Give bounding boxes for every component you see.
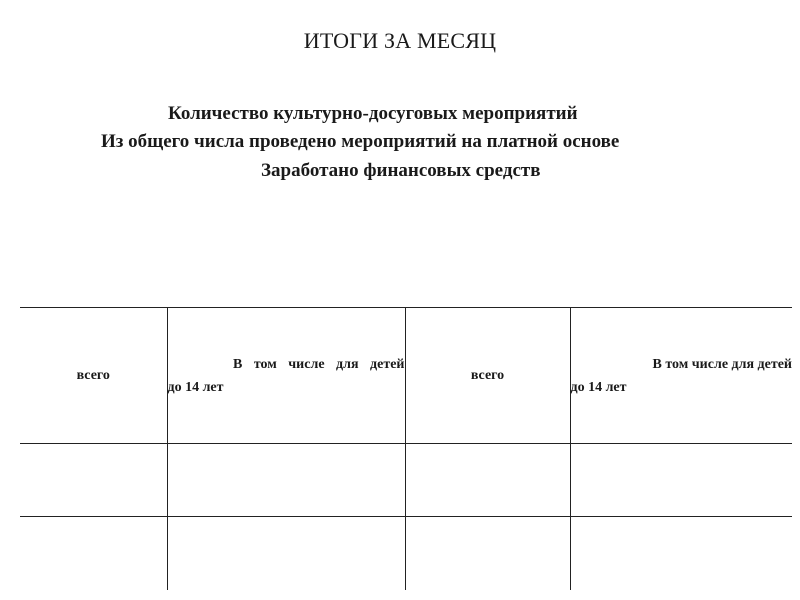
- table-cell[interactable]: [20, 444, 167, 517]
- header-total-1: [20, 308, 167, 444]
- table-cell[interactable]: [570, 444, 792, 517]
- table-cell[interactable]: [167, 517, 405, 590]
- header-children-1: [167, 308, 405, 444]
- header-label: всего: [76, 368, 110, 383]
- header-label: В том числе для детей: [232, 356, 405, 372]
- header-children-2: [570, 308, 792, 444]
- header-total-2: [405, 308, 570, 444]
- results-table: [20, 307, 792, 590]
- table-row: [20, 517, 792, 590]
- header-label: до 14 лет: [570, 379, 627, 395]
- header-label: до 14 лет: [167, 379, 224, 395]
- header-label: всего: [470, 368, 505, 383]
- header-label: В том числе для детей: [652, 356, 792, 372]
- subtitle-funds-earned: Заработано финансовых средств: [261, 160, 541, 181]
- subtitle-event-count: Количество культурно-досуговых мероприятий: [168, 103, 578, 124]
- table-cell[interactable]: [405, 517, 570, 590]
- page-title: ИТОГИ ЗА МЕСЯЦ: [303, 28, 497, 53]
- table-header-row: [20, 308, 792, 444]
- table-cell[interactable]: [570, 517, 792, 590]
- table-cell[interactable]: [167, 444, 405, 517]
- subtitle-paid-events: Из общего числа проведено мероприятий на платной основе: [101, 131, 620, 152]
- table-cell[interactable]: [405, 444, 570, 517]
- table-row: [20, 444, 792, 517]
- table-cell[interactable]: [20, 517, 167, 590]
